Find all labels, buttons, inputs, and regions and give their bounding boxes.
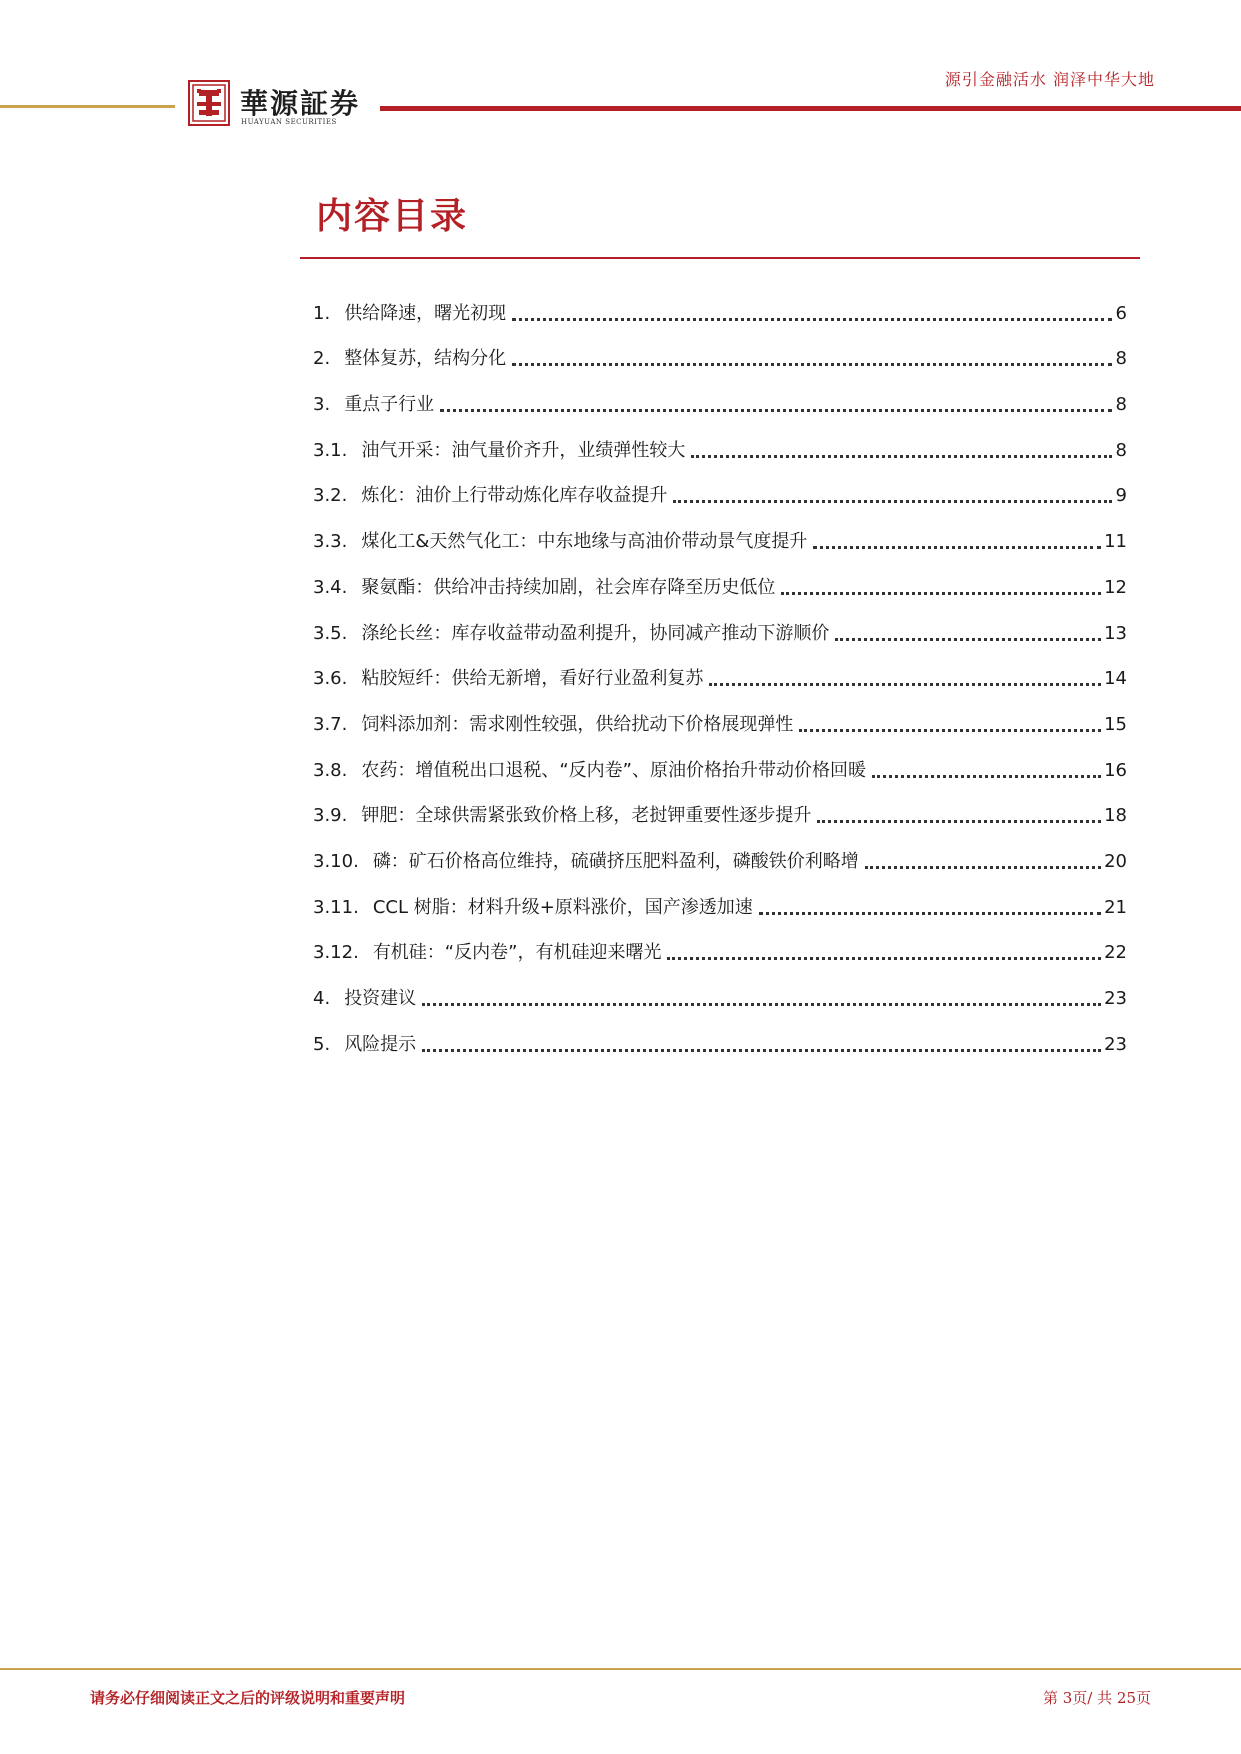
footer-rule <box>0 1668 1241 1670</box>
toc-entry-number: 3.1. <box>313 439 348 461</box>
toc-dot-leader <box>512 363 1112 366</box>
header-red-rule <box>380 106 1241 111</box>
toc-list <box>313 280 1127 1057</box>
toc-entry-title[interactable]: 粘胶短纤：供给无新增，看好行业盈利复苏 <box>361 668 704 690</box>
toc-entry-number: 3.5. <box>313 622 348 644</box>
toc-entry[interactable] <box>313 965 1127 1011</box>
toc-entry-number: 1. <box>313 302 331 324</box>
toc-entry[interactable] <box>313 280 1127 326</box>
toc-entry-page[interactable]: 15 <box>1104 713 1127 735</box>
toc-entry-title[interactable]: 有机硅：“反内卷”，有机硅迎来曙光 <box>372 942 662 964</box>
toc-entry-title[interactable]: 聚氨酯：供给冲击持续加剧，社会库存降至历史低位 <box>361 576 776 598</box>
toc-entry-title[interactable]: CCL 树脂：材料升级+原料涨价，国产渗透加速 <box>372 896 753 918</box>
toc-entry-page[interactable]: 23 <box>1104 1033 1127 1055</box>
toc-entry-number: 3.10. <box>313 850 359 872</box>
toc-entry-title[interactable]: 农药：增值税出口退税、“反内卷”、原油价格抬升带动价格回暖 <box>361 759 867 781</box>
toc-entry-title[interactable]: 炼化：油价上行带动炼化库存收益提升 <box>361 485 668 507</box>
toc-dot-leader <box>673 500 1112 503</box>
seal-logo-icon <box>188 80 230 126</box>
toc-title-rule <box>300 257 1140 259</box>
toc-entry-number: 3. <box>313 394 331 416</box>
toc-dot-leader <box>781 592 1101 595</box>
toc-entry-page[interactable]: 20 <box>1104 850 1127 872</box>
toc-entry-page[interactable]: 21 <box>1104 896 1127 918</box>
toc-dot-leader <box>422 1049 1101 1052</box>
toc-entry-title[interactable]: 风险提示 <box>344 1033 417 1055</box>
toc-entry-number: 4. <box>313 988 331 1009</box>
toc-entry-page[interactable]: 13 <box>1104 622 1127 644</box>
toc-entry-title[interactable]: 钾肥：全球供需紧张致价格上移，老挝钾重要性逐步提升 <box>361 805 812 827</box>
toc-entry-page[interactable]: 11 <box>1104 531 1127 553</box>
toc-entry-page[interactable]: 23 <box>1104 988 1127 1009</box>
brand-name-cn: 華源証券 <box>240 87 361 120</box>
toc-entry-page[interactable]: 14 <box>1104 668 1127 690</box>
toc-entry-title[interactable]: 饲料添加剂：需求刚性较强，供给扰动下价格展现弹性 <box>361 713 794 735</box>
toc-dot-leader <box>709 683 1101 686</box>
toc-dot-leader <box>667 957 1101 960</box>
toc-entry[interactable] <box>313 554 1127 600</box>
toc-entry[interactable] <box>313 371 1127 417</box>
toc-entry-number: 5. <box>313 1033 331 1055</box>
toc-entry-title[interactable]: 整体复苏，结构分化 <box>344 348 507 370</box>
toc-entry-page[interactable]: 6 <box>1115 302 1127 324</box>
toc-entry-page[interactable]: 8 <box>1115 348 1127 370</box>
toc-entry-title[interactable]: 煤化工&天然气化工：中东地缘与高油价带动景气度提升 <box>361 531 808 553</box>
toc-dot-leader <box>691 455 1112 458</box>
toc-dot-leader <box>512 318 1112 321</box>
toc-entry[interactable] <box>313 691 1127 737</box>
toc-entry[interactable] <box>313 737 1127 783</box>
toc-entry-number: 3.2. <box>313 485 348 507</box>
toc-entry[interactable] <box>313 1011 1127 1057</box>
toc-entry-number: 3.6. <box>313 668 348 690</box>
toc-dot-leader <box>872 775 1101 778</box>
toc-entry-page[interactable]: 9 <box>1115 485 1127 507</box>
toc-entry[interactable] <box>313 417 1127 463</box>
toc-entry-page[interactable]: 22 <box>1104 942 1127 964</box>
header-gold-rule <box>0 105 175 108</box>
toc-entry-title[interactable]: 涤纶长丝：库存收益带动盈利提升，协同减产推动下游顺价 <box>361 622 830 644</box>
toc-dot-leader <box>835 638 1101 641</box>
toc-entry[interactable] <box>313 508 1127 554</box>
toc-entry-title[interactable]: 重点子行业 <box>344 394 435 416</box>
toc-entry-title[interactable]: 磷：矿石价格高位维持，硫磺挤压肥料盈利，磷酸铁价利略增 <box>372 850 859 872</box>
toc-entry-number: 2. <box>313 348 331 370</box>
toc-entry-number: 3.9. <box>313 805 348 827</box>
toc-entry-number: 3.3. <box>313 531 348 553</box>
toc-entry[interactable] <box>313 783 1127 829</box>
header-slogan: 源引金融活水 润泽中华大地 <box>944 70 1155 89</box>
toc-entry-number: 3.7. <box>313 713 348 735</box>
toc-dot-leader <box>817 820 1101 823</box>
toc-title: 内容目录 <box>316 196 469 237</box>
toc-entry-number: 3.12. <box>313 942 359 964</box>
toc-entry-number: 3.11. <box>313 896 359 918</box>
toc-entry[interactable] <box>313 920 1127 966</box>
toc-dot-leader <box>813 546 1101 549</box>
toc-entry-number: 3.4. <box>313 576 348 598</box>
toc-entry[interactable] <box>313 600 1127 646</box>
toc-entry-title[interactable]: 油气开采：油气量价齐升，业绩弹性较大 <box>361 439 686 461</box>
toc-entry-page[interactable]: 8 <box>1115 394 1127 416</box>
toc-dot-leader <box>865 866 1101 869</box>
toc-entry[interactable] <box>313 828 1127 874</box>
toc-entry[interactable] <box>313 646 1127 692</box>
toc-entry-title[interactable]: 供给降速，曙光初现 <box>344 302 507 324</box>
toc-entry-number: 3.8. <box>313 759 348 781</box>
brand-logo <box>188 80 368 128</box>
toc-entry-page[interactable]: 12 <box>1104 576 1127 598</box>
toc-entry-page[interactable]: 8 <box>1115 439 1127 461</box>
toc-entry-page[interactable]: 18 <box>1104 805 1127 827</box>
toc-entry[interactable] <box>313 874 1127 920</box>
toc-dot-leader <box>440 409 1112 412</box>
toc-entry[interactable] <box>313 326 1127 372</box>
toc-entry-title[interactable]: 投资建议 <box>344 988 417 1009</box>
toc-entry-page[interactable]: 16 <box>1104 759 1127 781</box>
footer-page-indicator: 第 3页/ 共 25页 <box>1043 1689 1151 1707</box>
footer-disclaimer: 请务必仔细阅读正文之后的评级说明和重要声明 <box>90 1689 406 1707</box>
toc-dot-leader <box>759 912 1101 915</box>
toc-dot-leader <box>422 1003 1101 1006</box>
toc-dot-leader <box>799 729 1101 732</box>
toc-entry[interactable] <box>313 463 1127 509</box>
brand-name-en: HUAYUAN SECURITIES <box>241 118 337 126</box>
